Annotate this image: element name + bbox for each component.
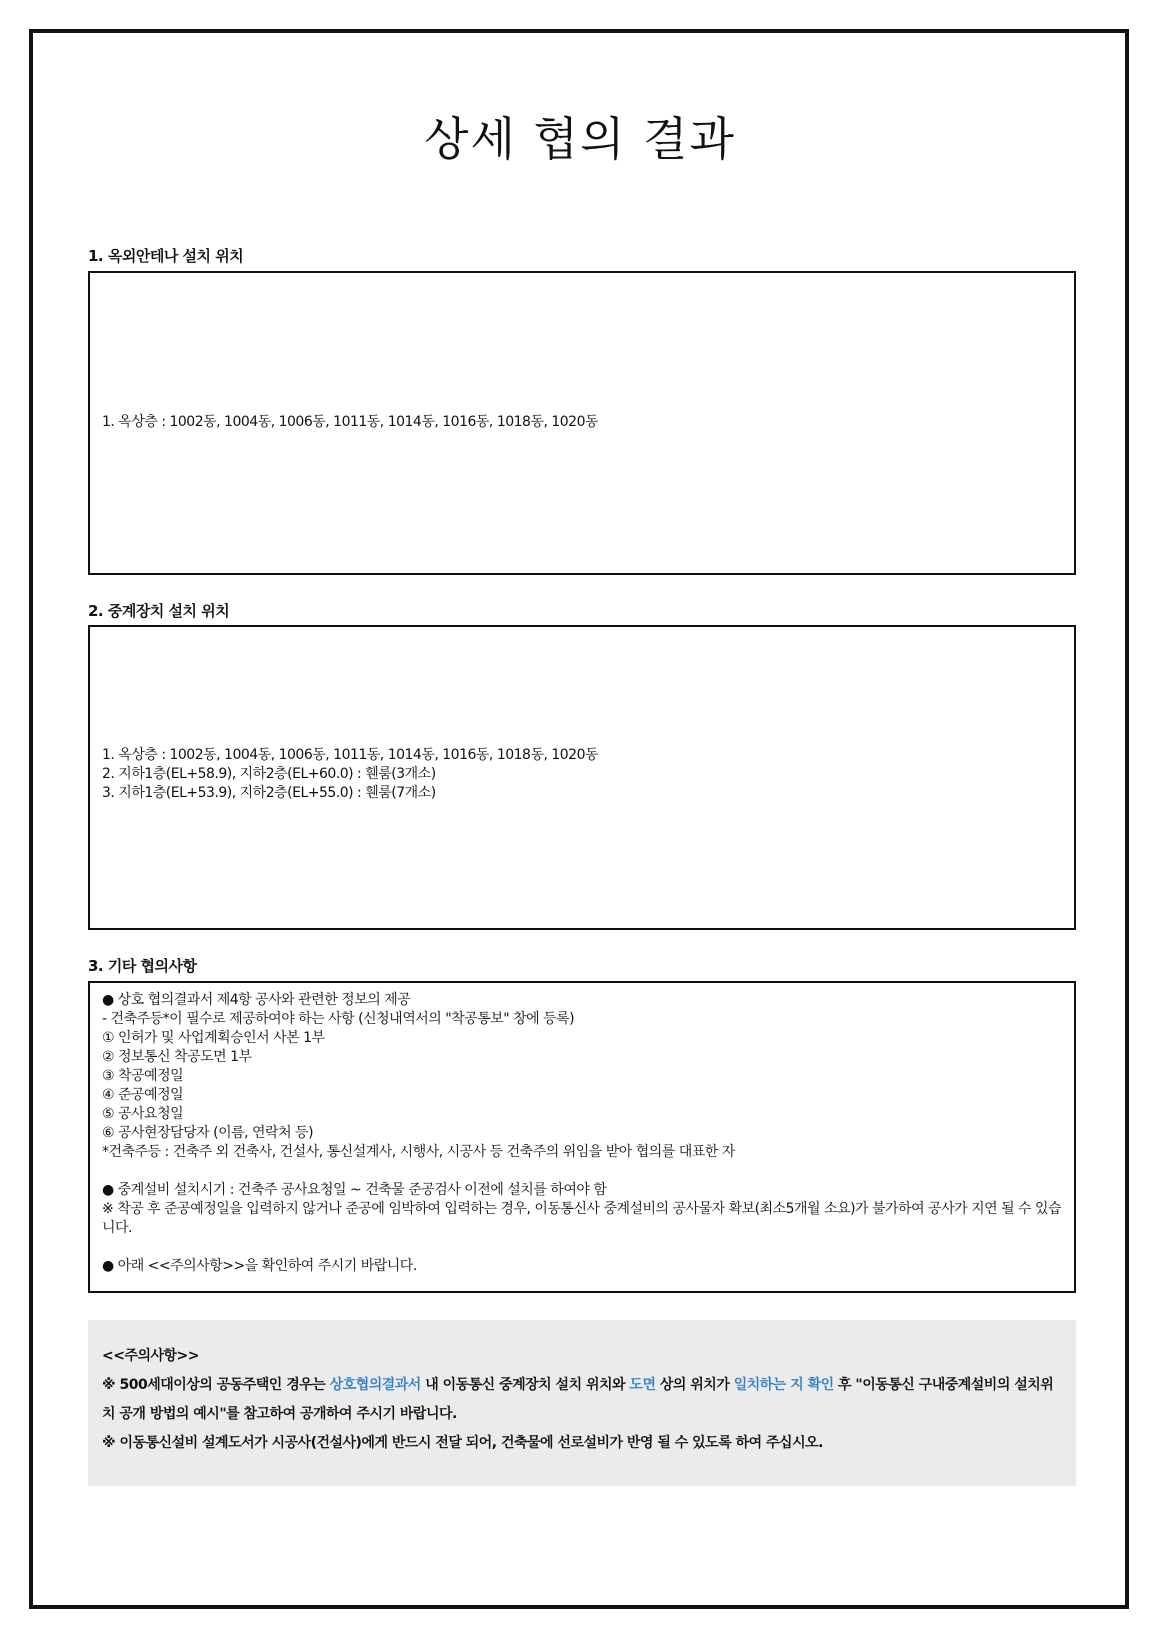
spacer (102, 1238, 1062, 1257)
page-title: 상세 협의 결과 (424, 112, 736, 166)
section3-line: ● 중계설비 설치시기 : 건축주 공사요청일 ~ 건축물 준공검사 이전에 설치를 하여야 함 (102, 1182, 607, 1198)
notice-text: 상의 위치가 (655, 1377, 734, 1393)
section3-line: ③ 착공예정일 (102, 1068, 184, 1084)
section3-line: ⑥ 공사현장담당자 (이름, 연락처 등) (102, 1125, 314, 1141)
section2-box (88, 625, 1076, 930)
section3-line: ● 아래 <<주의사항>>을 확인하여 주시기 바랍니다. (102, 1258, 417, 1274)
notice-text: 내 이동통신 중계장치 설치 위치와 (420, 1377, 630, 1393)
notice-highlight: 상호협의결과서 (329, 1377, 421, 1393)
spacer (102, 1162, 1062, 1181)
section3-line: ① 인허가 및 사업계획승인서 사본 1부 (102, 1030, 325, 1046)
section3-line: ⑤ 공사요청일 (102, 1106, 184, 1122)
section3-line: ④ 준공예정일 (102, 1087, 184, 1103)
notice-box (88, 1320, 1076, 1486)
section2-line: 2. 지하1층(EL+58.9), 지하2층(EL+60.0) : 휀룸(3개소) (102, 766, 436, 782)
section3-line: *건축주등 : 건축주 외 건축사, 건설사, 통신설계사, 시행사, 시공사 등 건축주의 위임을 받아 협의를 대표한 자 (102, 1144, 735, 1160)
notice-text: ※ 500세대이상의 공동주택인 경우는 (102, 1377, 330, 1393)
notice-paragraph-1 (102, 1371, 1062, 1429)
notice-highlight: 일치하는 지 확인 (733, 1377, 834, 1393)
section2-line: 1. 옥상층 : 1002동, 1004동, 1006동, 1011동, 1014동, 1016동, 1018동, 1020동 (102, 747, 599, 763)
notice-heading: <<주의사항>> (102, 1348, 200, 1364)
section3-heading: 3. 기타 협의사항 (88, 957, 197, 975)
section2-heading: 2. 중계장치 설치 위치 (88, 602, 230, 620)
section1-box (88, 271, 1076, 575)
section3-line: ② 정보통신 착공도면 1부 (102, 1049, 252, 1065)
section1-line: 1. 옥상층 : 1002동, 1004동, 1006동, 1011동, 1014동, 1016동, 1018동, 1020동 (102, 414, 599, 430)
notice-highlight: 도면 (629, 1377, 656, 1393)
section3-line: ● 상호 협의결과서 제4항 공사와 관련한 정보의 제공 (102, 992, 411, 1008)
section3-line: - 건축주등*이 필수로 제공하여야 하는 사항 (신청내역서의 "착공통보" 창에 등록) (102, 1011, 575, 1027)
section3-line: ※ 착공 후 준공예정일을 입력하지 않거나 준공에 임박하여 입력하는 경우, 이동통신사 중계설비의 공사물자 확보(최소5개월 소요)가 불가하여 공사가 지연 될 수 있습니다. (102, 1201, 1062, 1236)
notice-paragraph-2: ※ 이동통신설비 설계도서가 시공사(건설사)에게 반드시 전달 되어, 건축물에 선로설비가 반영 될 수 있도록 하여 주십시오. (102, 1435, 823, 1451)
section3-box (88, 981, 1076, 1293)
notice-text: 후 "이동통신 구내중계설비의 설치위치 공개 방법의 예시"를 참고하여 공개하여 주시기 바랍니다. (102, 1377, 1054, 1422)
section1-heading: 1. 옥외안테나 설치 위치 (88, 247, 244, 265)
section2-line: 3. 지하1층(EL+53.9), 지하2층(EL+55.0) : 휀룸(7개소) (102, 785, 436, 801)
